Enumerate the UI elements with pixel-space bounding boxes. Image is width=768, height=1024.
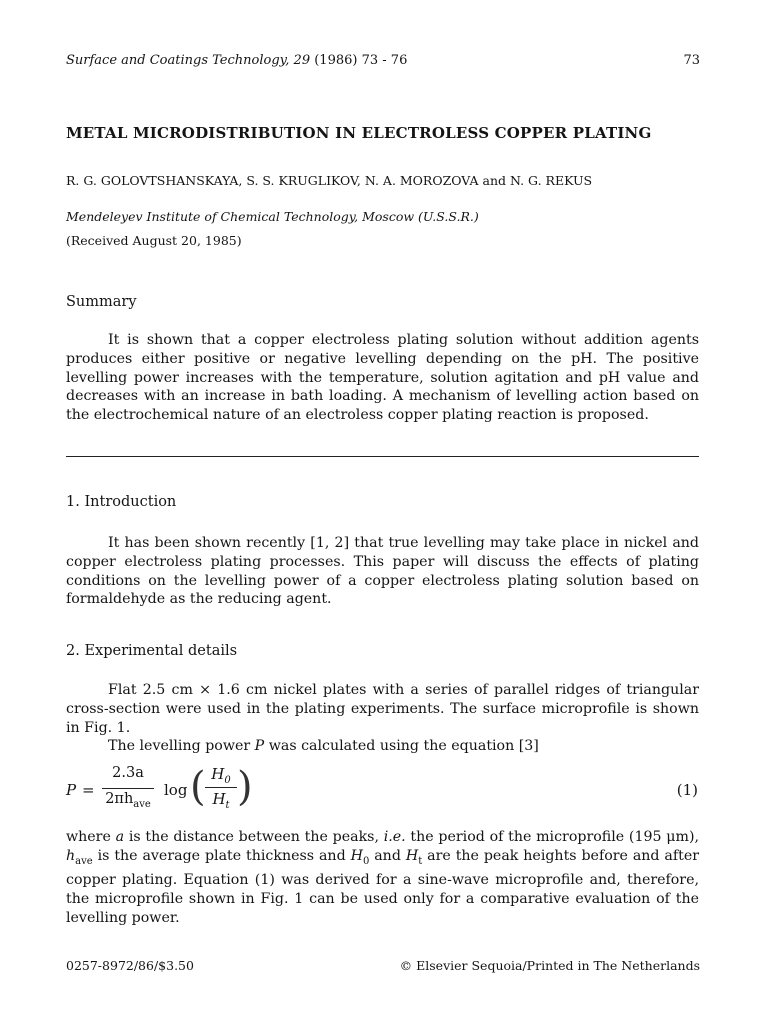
h0-symbol: H [211, 765, 225, 783]
page-footer [66, 958, 700, 973]
where-paragraph [66, 828, 699, 928]
variable-p: P [254, 738, 265, 755]
ratio-denominator [205, 790, 237, 811]
summary-paragraph: It is shown that a copper electroless plating solution without addition agents produces either positive or negative levelling depending on the pH. The positive levelling power increases with the temperature, solution agitation and pH value and decreases with an increase in bath loading. A mechanism of levelling action based on the electrochemical nature of an electroless copper plating reaction is proposed. [66, 332, 699, 424]
experimental-heading: 2. Experimental details [66, 643, 238, 659]
h0-subscript: 0 [362, 855, 370, 867]
coefficient-fraction [102, 765, 154, 810]
text-run: and [369, 847, 406, 864]
received-date: (Received August 20, 1985) [66, 233, 242, 248]
introduction-heading: 1. Introduction [66, 494, 177, 510]
text-run: are the peak heights before and after copper plating. Equation (1) was derived for a sine-wave microprofile and, therefore, the microprofile shown in Fig. 1 can be used only for a comparative evaluation of the levelling power. [66, 847, 700, 927]
ie-abbrev: i.e. [383, 829, 406, 845]
left-paren: ( [190, 764, 206, 810]
experimental-paragraph-2 [66, 737, 699, 756]
equation-1 [66, 765, 700, 815]
ht-subscript: t [418, 855, 423, 867]
running-header [66, 53, 700, 73]
variable-h0: H [350, 847, 363, 864]
section-divider [66, 456, 699, 457]
variable-a: a [115, 829, 125, 845]
denominator-text: 2πh [105, 791, 134, 807]
author-list: R. G. GOLOVTSHANSKAYA, S. S. KRUGLIKOV, N. A. MOROZOVA and N. G. REKUS [66, 173, 593, 188]
paper-title: METAL MICRODISTRIBUTION IN ELECTROLESS COPPER PLATING [66, 124, 652, 142]
text-run: the period of the microprofile (195 μm), [405, 829, 699, 845]
equals-sign: = [82, 781, 95, 799]
journal-year-pages: (1986) 73 - 76 [314, 53, 408, 68]
text-run: is the average plate thickness and [92, 847, 351, 864]
experimental-paragraph-1: Flat 2.5 cm × 1.6 cm nickel plates with a series of parallel ridges of triangular cross-section were used in the plating experiments. The surface microprofile is shown in Fig. 1. [66, 682, 699, 736]
ratio-numerator [205, 765, 237, 786]
h-subscript: ave [75, 855, 93, 867]
h0-subscript: 0 [224, 775, 231, 786]
right-paren: ) [237, 764, 253, 810]
ht-subscript: t [225, 800, 230, 811]
text-run: is the distance between the peaks, [124, 829, 384, 845]
journal-volume: 29 [293, 53, 311, 68]
publisher-notice: © Elsevier Sequoia/Printed in The Netherlands [399, 958, 700, 973]
journal-name: Surface and Coatings Technology, [66, 53, 290, 68]
variable-h: h [66, 847, 76, 864]
fraction-denominator [102, 791, 154, 810]
fraction-bar [102, 788, 154, 789]
experimental-text [66, 681, 699, 756]
ratio-fraction [205, 765, 237, 811]
variable-ht: H [405, 847, 419, 864]
introduction-text [66, 534, 699, 609]
denominator-subscript: ave [133, 798, 151, 810]
summary-text [66, 331, 699, 425]
introduction-paragraph: It has been shown recently [1, 2] that true levelling may take place in nickel and copper electroless plating processes. This paper will discuss the effects of plating conditions on the levelling power of a copper electroless plating solution based on formaldehyde as the reducing agent. [66, 535, 699, 608]
page-number: 73 [683, 53, 700, 68]
fraction-numerator: 2.3a [112, 765, 144, 781]
where-text [66, 828, 699, 928]
text-run: was calculated using the equation [3] [264, 738, 539, 755]
text-run: The levelling power [108, 738, 255, 755]
ratio-bar [205, 787, 237, 788]
ht-symbol: H [212, 790, 226, 808]
summary-heading: Summary [66, 294, 137, 310]
affiliation: Mendeleyev Institute of Chemical Technology, Moscow (U.S.S.R.) [66, 209, 479, 224]
equation-number: (1) [676, 781, 698, 799]
log-operator: log [164, 781, 188, 799]
price-code: 0257-8972/86/$3.50 [66, 958, 194, 973]
equation-lhs: P [66, 781, 77, 799]
text-run: where [66, 829, 116, 845]
